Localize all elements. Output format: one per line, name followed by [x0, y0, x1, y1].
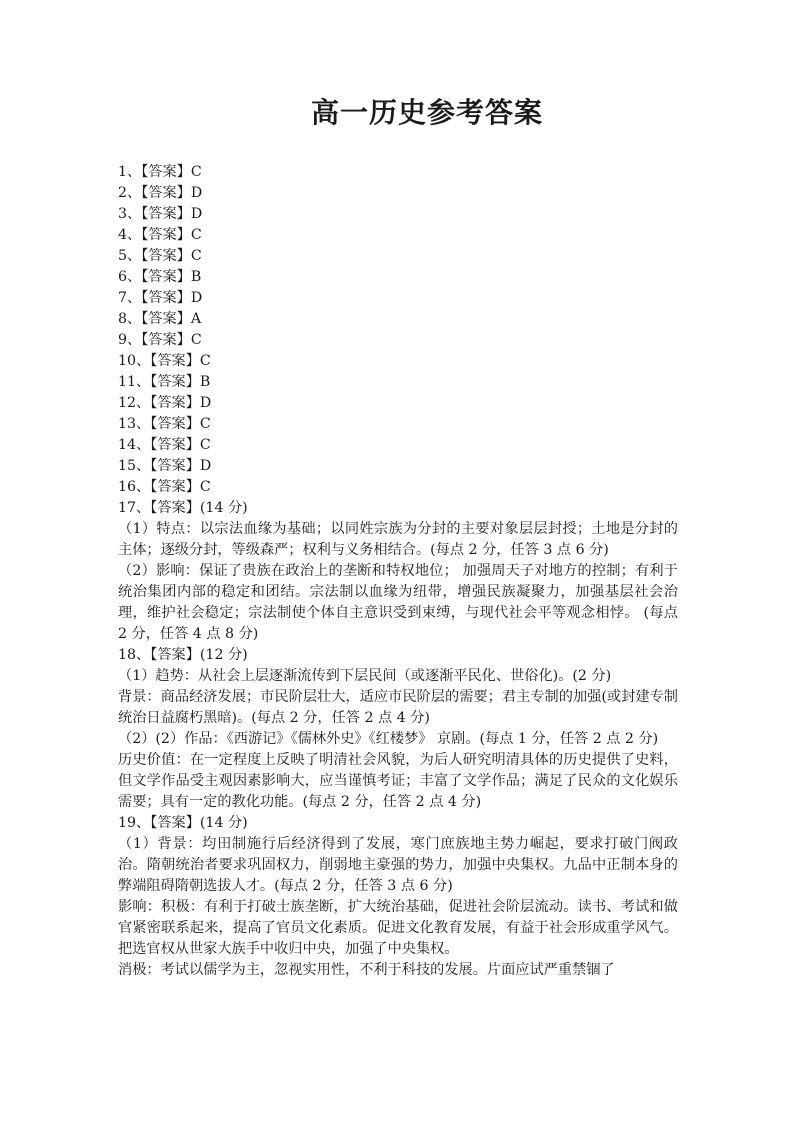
choice-answer-line: 7、【答案】D: [118, 290, 203, 306]
choice-answer-line: 1、【答案】C: [118, 164, 202, 180]
choice-answer-line: 16、【答案】C: [118, 479, 211, 495]
choice-answer-line: 15、【答案】D: [118, 458, 212, 474]
question-18-part-2: （2）(2）作品：《西游记》《儒林外史》《红楼梦》 京剧。(每点 1 分，任答 2 点 2 分): [118, 731, 659, 747]
choice-answer-line: 6、【答案】B: [118, 269, 202, 285]
question-19-part-1: （1）背景：均田制施行后经济得到了发展，寒门庶族地主势力崛起，要求打破门阀政治。隋朝统治者要求巩固权力，削弱地主豪强的势力，加强中央集权。九品中正制本身的弊端阻碍隋朝选拔人才。(每点 2 分，任答 3 点 6 分): [118, 836, 678, 894]
choice-answer-line: 10、【答案】C: [118, 353, 211, 369]
question-18-part-1: （1）趋势：从社会上层逐渐流传到下层民间（或逐渐平民化、世俗化)。(2 分): [118, 668, 612, 684]
choice-answer-line: 9、【答案】C: [118, 332, 202, 348]
question-19-header: 19、【答案】(14 分): [118, 815, 248, 831]
choice-answer-line: 12、【答案】D: [118, 395, 212, 411]
choice-answer-line: 3、【答案】D: [118, 206, 203, 222]
question-18-header: 18、【答案】(12 分): [118, 647, 248, 663]
question-19-impact-negative: 消极：考试以儒学为主，忽视实用性，不利于科技的发展。片面应试严重禁锢了: [118, 962, 615, 978]
choice-answer-line: 11、【答案】B: [118, 374, 211, 390]
page-title: 高一历史参考答案: [310, 96, 543, 129]
question-17-part-2: （2）影响：保证了贵族在政治上的垄断和特权地位； 加强周天子对地方的控制；有利于统治集团内部的稳定和团结。宗法制以血缘为纽带，增强民族凝聚力，加强基层社会治理，维护社会稳定；宗法制使个体自主意识受到束缚，与现代社会平等观念相悖。 (每点 2 分，任答 4 点 8 分): [118, 563, 678, 642]
question-17-part-1: （1）特点：以宗法血缘为基础；以同姓宗族为分封的主要对象层层封授；土地是分封的主体；逐级分封，等级森严；权利与义务相结合。(每点 2 分，任答 3 点 6 分): [118, 521, 678, 558]
choice-answer-line: 14、【答案】C: [118, 437, 211, 453]
answer-content: [118, 162, 678, 981]
choice-answer-line: 8、【答案】A: [118, 311, 202, 327]
question-19-impact-positive: 影响：积极：有利于打破士族垄断，扩大统治基础，促进社会阶层流动。读书、考试和做官紧密联系起来，提高了官员文化素质。促进文化教育发展，有益于社会形成重学风气。把选官权从世家大族手中收归中央，加强了中央集权。: [118, 899, 678, 957]
question-18-background: 背景：商品经济发展；市民阶层壮大，适应市民阶层的需要；君主专制的加强(或封建专制统治日益腐朽黑暗)。(每点 2 分，任答 2 点 4 分): [118, 689, 678, 726]
question-17: [118, 498, 678, 645]
question-17-header: 17、【答案】(14 分): [118, 500, 248, 516]
question-18-historical-value: 历史价值：在一定程度上反映了明清社会风貌，为后人研究明清具体的历史提供了史料，但文学作品受主观因素影响大，应当谨慎考证；丰富了文学作品；满足了民众的文化娱乐需要；具有一定的教化功能。(每点 2 分，任答 2 点 4 分): [118, 752, 678, 810]
choice-answer-line: 13、【答案】C: [118, 416, 211, 432]
choice-answer-line: 5、【答案】C: [118, 248, 202, 264]
question-18: [118, 645, 678, 813]
choice-answer-line: 4、【答案】C: [118, 227, 202, 243]
choice-answer-line: 2、【答案】D: [118, 185, 203, 201]
question-19: [118, 813, 678, 981]
choice-answer-list: [118, 162, 678, 498]
